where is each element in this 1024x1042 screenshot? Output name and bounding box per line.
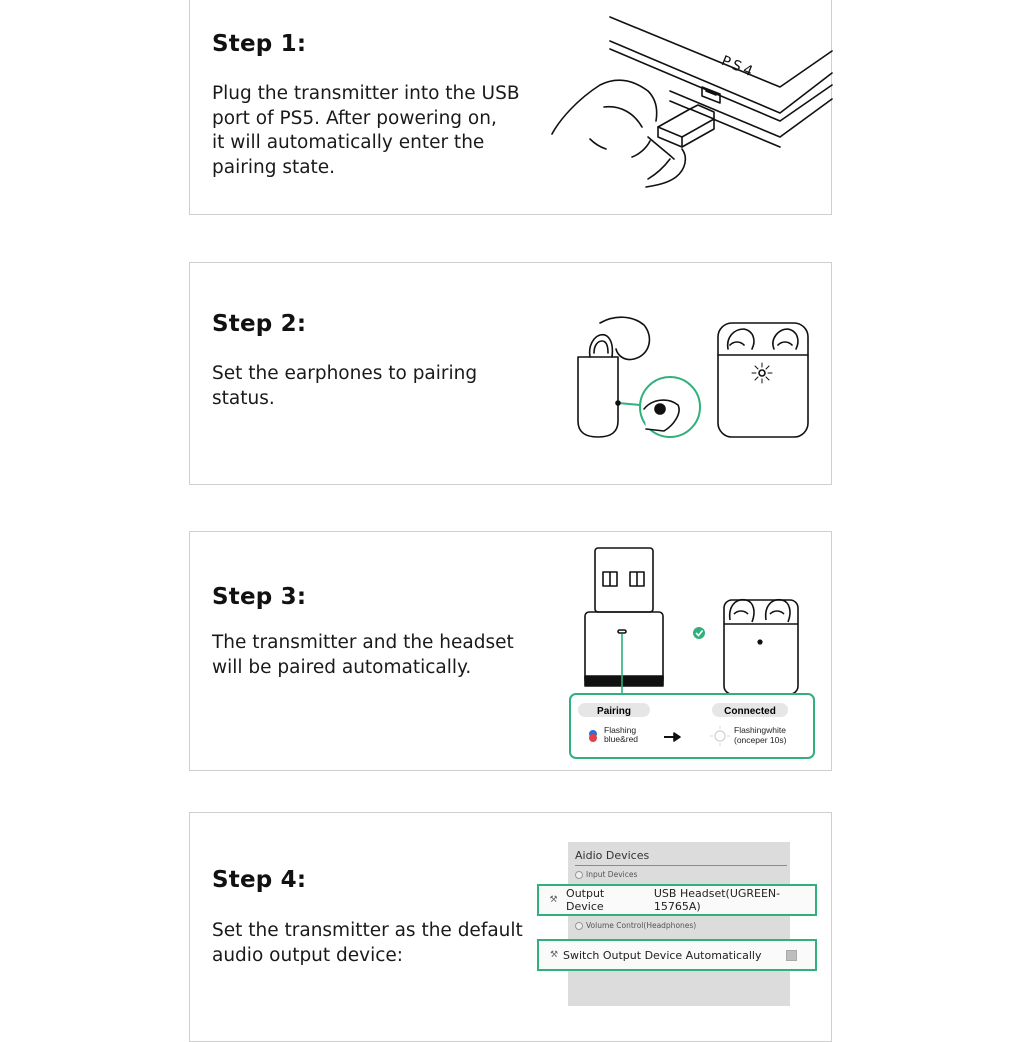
step-4-text <box>212 919 542 968</box>
wrench-icon: ⚒ <box>549 895 558 905</box>
audio-devices-panel <box>568 842 790 1006</box>
console-label: PS4 <box>718 52 758 82</box>
connected-desc-1: Flashingwhite <box>734 725 786 735</box>
pairing-illustration <box>566 544 818 764</box>
console-usb-illustration <box>550 9 835 189</box>
step-3-title: Step 3: <box>212 584 307 610</box>
earphones-pairing-illustration <box>570 313 820 443</box>
step-1-line: Plug the transmitter into the USB <box>212 83 520 104</box>
step-3-line: The transmitter and the headset <box>212 632 514 653</box>
output-device-value: USB Headset(UGREEN-15765A) <box>653 887 781 913</box>
step-2-title: Step 2: <box>212 311 307 337</box>
step-1-line: port of PS5. After powering on, <box>212 107 497 129</box>
step-2-card <box>189 262 832 485</box>
connected-label: Connected <box>724 706 776 717</box>
connected-desc-2: (onceper 10s) <box>734 735 787 745</box>
step-2-text <box>212 362 522 411</box>
input-devices-label: Input Devices <box>586 870 638 879</box>
wrench-icon: ⚒ <box>549 950 559 960</box>
volume-control-icon <box>575 922 583 930</box>
step-1-text <box>212 82 522 180</box>
input-devices-icon <box>575 871 583 879</box>
step-4-line: Set the transmitter as the default <box>212 920 523 941</box>
output-device-row[interactable] <box>537 884 817 916</box>
step-4-title: Step 4: <box>212 867 307 893</box>
step-1-line: pairing state. <box>212 156 336 178</box>
volume-control-label: Volume Control(Headphones) <box>586 921 697 930</box>
step-1-line: it will automatically enter the <box>212 132 485 153</box>
step-1-card <box>189 0 832 215</box>
step-3-text <box>212 631 532 680</box>
volume-control-item[interactable] <box>575 921 696 930</box>
pairing-desc-1: Flashing <box>604 725 637 735</box>
output-device-label: Output Device <box>566 887 605 913</box>
step-1-title: Step 1: <box>212 31 307 57</box>
step-4-line: audio output device: <box>212 944 404 966</box>
switch-output-row[interactable] <box>537 939 817 971</box>
pairing-desc-2: blue&red <box>604 734 639 744</box>
audio-panel-title: Aidio Devices <box>575 849 650 862</box>
step-2-line: Set the earphones to pairing <box>212 363 478 384</box>
switch-output-label: Switch Output Device Automatically <box>563 948 762 962</box>
step-3-line: will be paired automatically. <box>212 656 472 678</box>
step-3-card <box>189 531 832 771</box>
divider <box>575 865 787 866</box>
pairing-label: Pairing <box>597 706 631 717</box>
input-devices-item[interactable] <box>575 870 637 879</box>
switch-output-checkbox[interactable] <box>786 950 797 961</box>
step-2-line: status. <box>212 387 275 409</box>
